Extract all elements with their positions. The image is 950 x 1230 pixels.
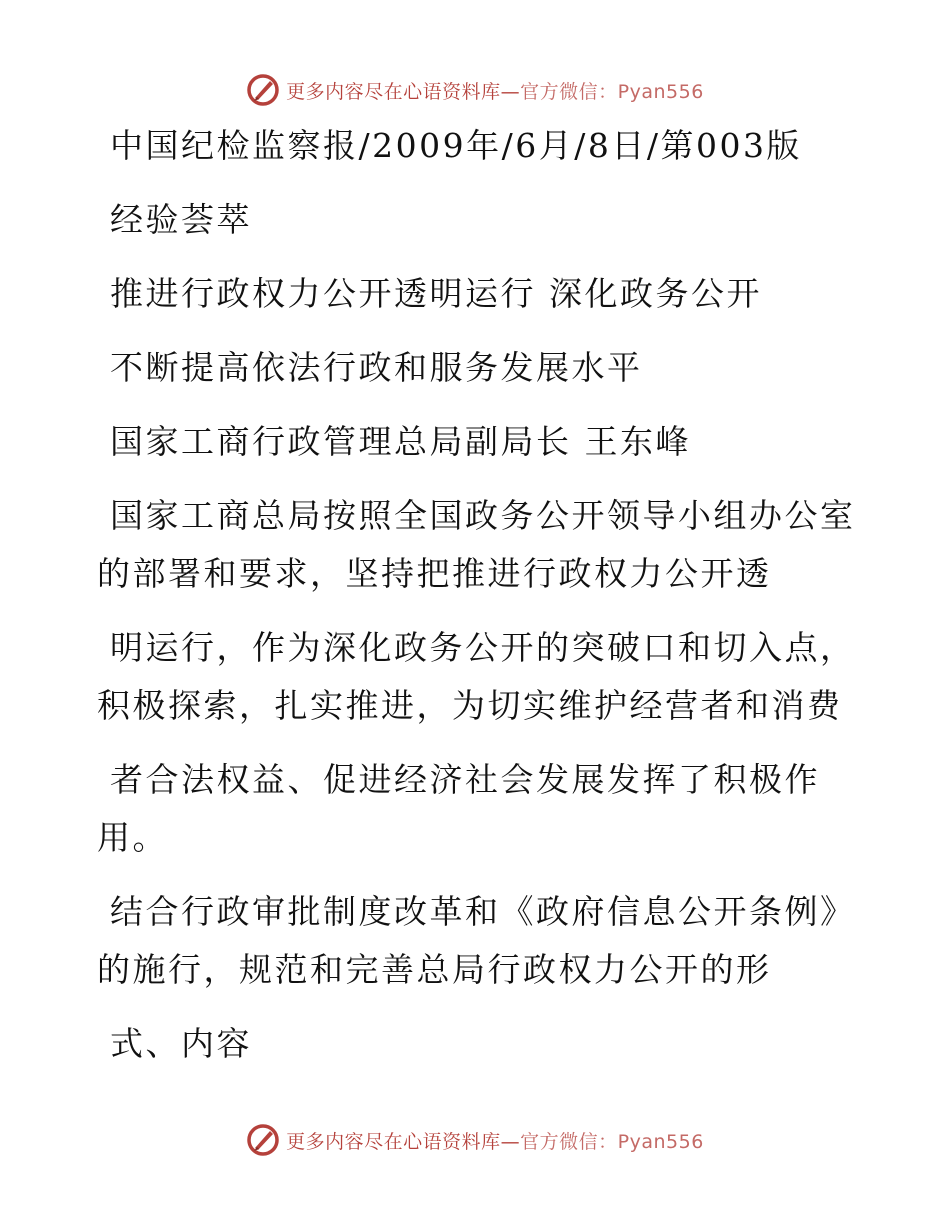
body-line: 积极探索，扎实推进，为切实维护经营者和消费 — [97, 686, 843, 725]
watermark-text: 更多内容尽在心语资料库—官方微信：Pyan556 — [286, 1130, 704, 1153]
body-line: 式、内容 — [110, 1024, 252, 1063]
headline: 推进行政权力公开透明运行 深化政务公开 — [110, 274, 762, 313]
body-line: 结合行政审批制度改革和《政府信息公开条例》 — [110, 892, 856, 931]
body-line: 明运行，作为深化政务公开的突破口和切入点， — [110, 628, 856, 667]
body-line: 的部署和要求，坚持把推进行政权力公开透 — [97, 554, 772, 593]
watermark-banner-bottom — [0, 1120, 950, 1160]
body-line: 国家工商总局按照全国政务公开领导小组办公室 — [110, 496, 856, 535]
section-label: 经验荟萃 — [110, 200, 252, 239]
quill-logo-icon — [246, 1123, 280, 1157]
watermark-text: 更多内容尽在心语资料库—官方微信：Pyan556 — [286, 80, 704, 103]
author-line: 国家工商行政管理总局副局长 王东峰 — [110, 422, 691, 461]
body-line: 者合法权益、促进经济社会发展发挥了积极作 — [110, 760, 820, 799]
body-line: 用。 — [97, 818, 168, 857]
subheadline: 不断提高依法行政和服务发展水平 — [110, 348, 643, 387]
source-line: 中国纪检监察报/2009年/6月/8日/第003版 — [110, 126, 802, 165]
body-line: 的施行，规范和完善总局行政权力公开的形 — [97, 950, 772, 989]
